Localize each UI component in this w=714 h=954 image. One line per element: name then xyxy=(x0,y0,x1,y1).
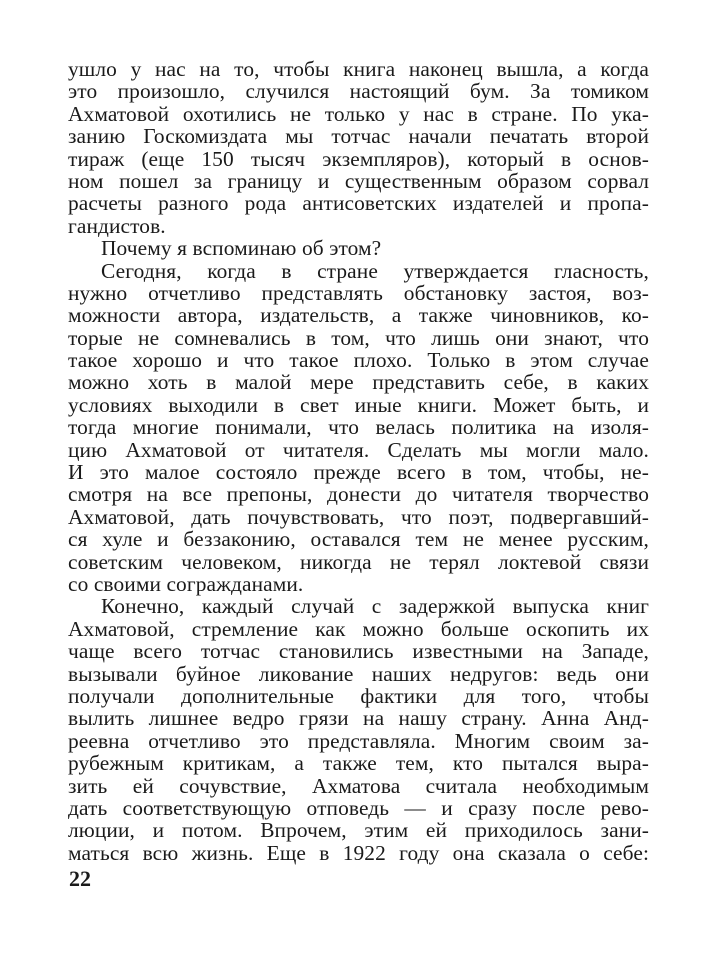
text-line: ушло у нас на то, чтобы книга наконец вышла, а когда xyxy=(68,57,649,81)
text-line: получали дополнительные фактики для того, чтобы xyxy=(68,683,649,708)
text-line: вылить лишнее ведро грязи на нашу страну. Анна Анд- xyxy=(68,706,649,731)
text-line: это произошло, случился настоящий бум. За томиком xyxy=(68,79,649,104)
text-line: цию Ахматовой от читателя. Сделать мы могли мало. xyxy=(68,437,649,462)
text-line: вызывали буйное ликование наших недругов: ведь они xyxy=(68,661,649,686)
text-line: Ахматовой охотились не только у нас в стране. По ука- xyxy=(68,101,649,126)
text-line: реевна отчетливо это представляла. Многим своим за- xyxy=(68,728,649,753)
text-line: тогда многие понимали, что велась политика на изоля- xyxy=(68,415,649,440)
text-line: ся хуле и беззаконию, оставался тем не менее русским, xyxy=(68,527,649,552)
text-line: Ахматовой, стремление как можно больше оскопить их xyxy=(68,616,649,641)
text-line: чаще всего тотчас становились известными на Западе, xyxy=(68,639,649,664)
text-line: торые не сомневались в том, что лишь они знают, что xyxy=(68,325,649,350)
text-line: советским человеком, никогда не терял локтевой связи xyxy=(68,549,649,574)
text-line: И это малое состояло прежде всего в том, чтобы, не- xyxy=(68,460,649,485)
text-line: Конечно, каждый случай с задержкой выпуска книг xyxy=(101,594,649,619)
text-line: смотря на все препоны, донести до читателя творчество xyxy=(68,482,649,507)
text-line: Ахматовой, дать почувствовать, что поэт, подвергавший- xyxy=(68,504,649,529)
text-line: люции, и потом. Впрочем, этим ей приходилось зани- xyxy=(68,818,649,843)
text-line: можности автора, издательств, а также чиновников, ко- xyxy=(68,303,649,328)
text-line: расчеты разного рода антисоветских издателей и пропа- xyxy=(68,191,649,216)
text-line: дать соответствующую отповедь — и сразу после рево- xyxy=(68,795,649,820)
text-line: со своими согражданами. xyxy=(68,571,304,596)
text-line: гандистов. xyxy=(68,213,166,238)
text-line: условиях выходили в свет иные книги. Может быть, и xyxy=(68,392,649,417)
text-line: зить ей сочувствие, Ахматова считала необходимым xyxy=(68,773,649,798)
text-line: Почему я вспоминаю об этом? xyxy=(101,236,382,261)
text-line: нужно отчетливо представлять обстановку застоя, воз- xyxy=(68,280,649,305)
page-number: 22 xyxy=(69,866,91,891)
text-line: ном пошел за границу и существенным образом сорвал xyxy=(68,168,649,193)
text-line: занию Госкомиздата мы тотчас начали печатать второй xyxy=(68,124,649,149)
text-line: маться всю жизнь. Еще в 1922 году она сказала о себе: xyxy=(68,840,649,865)
text-line: можно хоть в малой мере представить себе, в каких xyxy=(68,370,649,395)
text-line: рубежным критикам, а также тем, кто пытался выра- xyxy=(68,751,649,776)
page-text xyxy=(68,58,649,864)
text-line: тираж (еще 150 тысяч экземпляров), который в основ- xyxy=(68,146,649,171)
text-line: Сегодня, когда в стране утверждается гласность, xyxy=(101,258,649,283)
text-line: такое хорошо и что такое плохо. Только в этом случае xyxy=(68,348,649,373)
